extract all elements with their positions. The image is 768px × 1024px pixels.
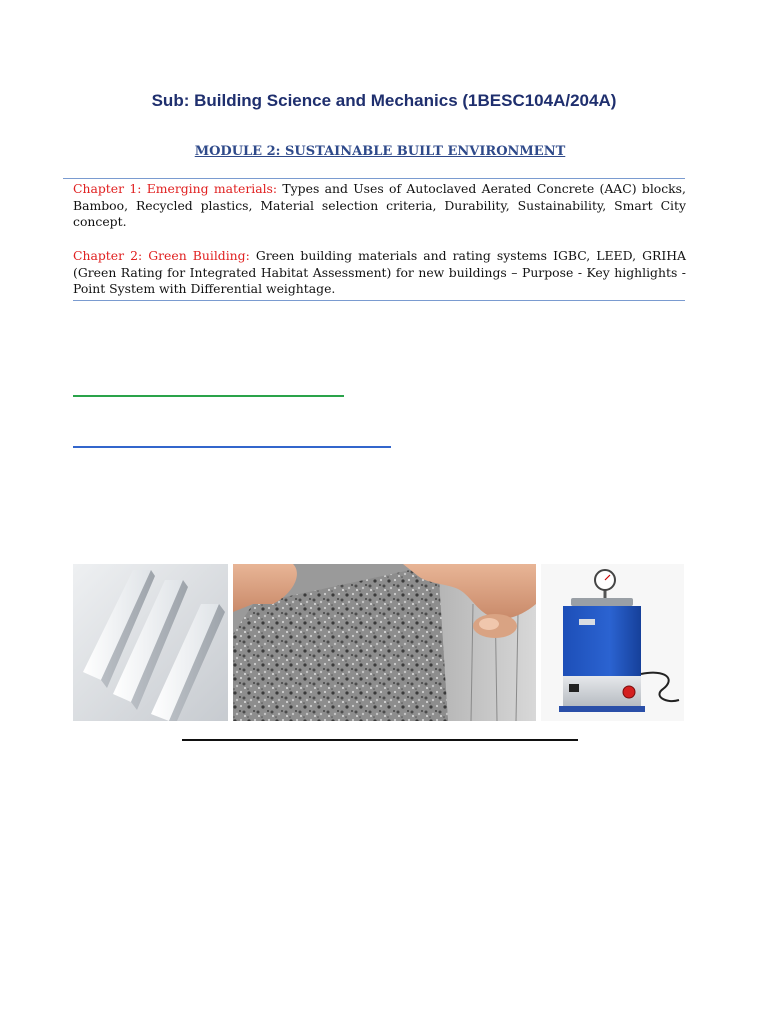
green-underline (73, 395, 344, 397)
module-heading: MODULE 2: SUSTAINABLE BUILT ENVIRONMENT (194, 144, 566, 159)
chapter-2-paragraph (73, 248, 686, 298)
chapter-2-label: Chapter 2: Green Building: (73, 248, 250, 263)
chapter-2-text: Green building materials and rating systems IGBC, LEED, GRIHA (Green Rating for Integrated Habitat Assessment) for new buildings – Purpose - Key highlights - Point System with Differential weightage. (73, 248, 686, 296)
aac-blocks-image (73, 564, 228, 721)
chapter-1-paragraph (73, 181, 686, 231)
blue-underline (73, 446, 391, 448)
chapter-1-label: Chapter 1: Emerging materials: (73, 181, 278, 196)
chapter-1-text: Types and Uses of Autoclaved Aerated Concrete (AAC) blocks, Bamboo, Recycled plastics, Material selection criteria, Durability, Sustainability, Smart City concept. (73, 181, 686, 229)
aac-block-in-hand-image (233, 564, 536, 721)
bottom-rule (73, 300, 685, 301)
subject-title: Sub: Building Science and Mechanics (1BESC104A/204A) (151, 91, 617, 110)
autoclave-machine-image (541, 564, 684, 721)
black-underline (182, 739, 578, 741)
top-rule (63, 178, 685, 179)
